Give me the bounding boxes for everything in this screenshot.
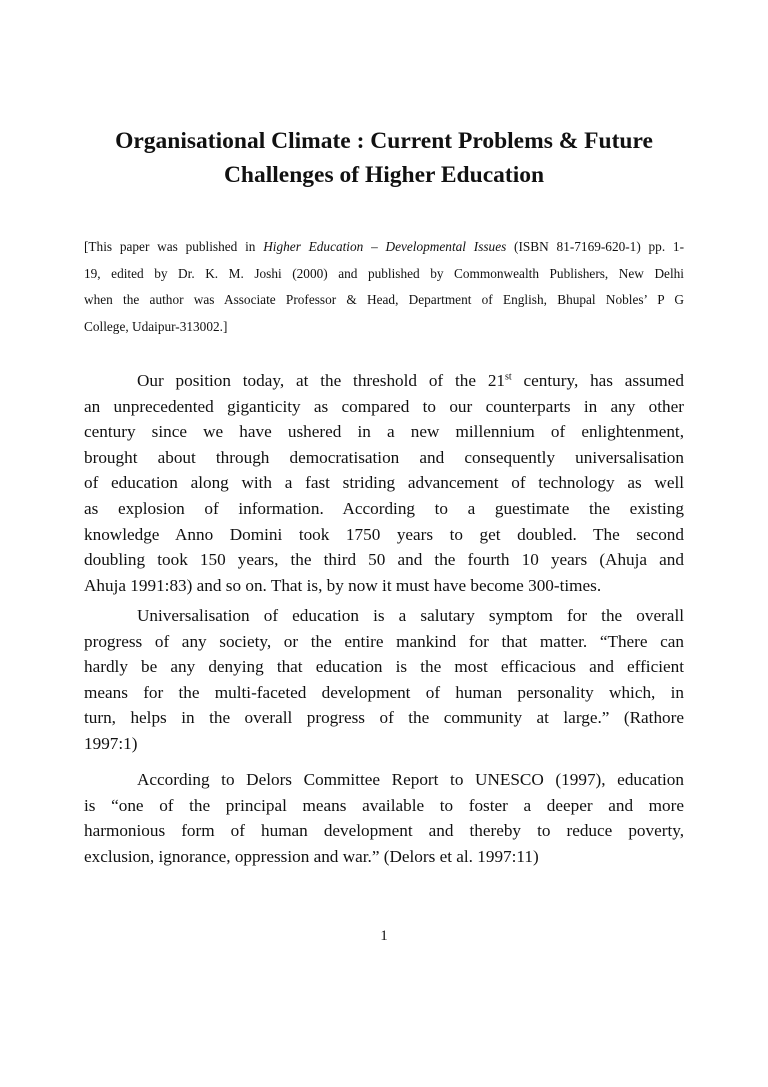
note-line-3: when the author was Associate Professor & Head, Department of English, Bhupal Nobles’ P G [84, 292, 684, 308]
paragraph-1 [84, 368, 684, 598]
paragraph-line: According to Delors Committee Report to UNESCO (1997), education [137, 770, 684, 789]
paragraph-line: 1997:1) [84, 733, 138, 753]
paragraph-line: an unprecedented giganticity as compared to our counterparts in any other [84, 396, 684, 416]
paragraph-line: brought about through democratisation and consequently universalisation [84, 447, 684, 467]
paragraph-line: doubling took 150 years, the third 50 and the fourth 10 years (Ahuja and [84, 550, 684, 570]
paragraph-line: as explosion of information. According to a guestimate the existing [84, 498, 684, 518]
note-line-1: [This paper was published in Higher Education – Developmental Issues (ISBN 81-7169-620-1) pp. 1- [84, 239, 684, 254]
paragraph-line: means for the multi-faceted development of human personality which, in [84, 682, 684, 702]
page-title [84, 124, 684, 192]
paragraph-line: Our position today, at the threshold of the 21st century, has assumed [137, 371, 684, 390]
paragraph-3 [84, 767, 684, 869]
paragraph-line: knowledge Anno Domini took 1750 years to get doubled. The second [84, 524, 684, 544]
note-line-2: 19, edited by Dr. K. M. Joshi (2000) and published by Commonwealth Publishers, New Delhi [84, 265, 684, 281]
paragraph-2 [84, 603, 684, 757]
note-line-4: College, Udaipur-313002.] [84, 319, 228, 335]
journal-title: Higher Education – Developmental Issues [263, 239, 507, 254]
title-line-2: Challenges of Higher Education [223, 162, 545, 188]
paragraph-line: Ahuja 1991:83) and so on. That is, by now it must have become 300-times. [84, 575, 602, 595]
publication-note [84, 234, 684, 341]
paragraph-line: turn, helps in the overall progress of the community at large.” (Rathore [84, 708, 684, 728]
paragraph-line: is “one of the principal means available to foster a deeper and more [84, 795, 684, 815]
paragraph-line: century since we have ushered in a new millennium of enlightenment, [84, 422, 684, 442]
paragraph-line: progress of any society, or the entire mankind for that matter. “There can [84, 631, 684, 651]
paragraph-line: exclusion, ignorance, oppression and war.” (Delors et al. 1997:11) [84, 846, 539, 866]
paragraph-line: Universalisation of education is a salutary symptom for the overall [137, 606, 684, 625]
page-number: 1 [380, 928, 388, 944]
paragraph-line: harmonious form of human development and thereby to reduce poverty, [84, 821, 684, 841]
paragraph-line: hardly be any denying that education is the most efficacious and efficient [84, 657, 684, 677]
paragraph-line: of education along with a fast striding advancement of technology as well [84, 473, 684, 493]
title-line-1: Organisational Climate : Current Problems & Future [115, 128, 653, 154]
